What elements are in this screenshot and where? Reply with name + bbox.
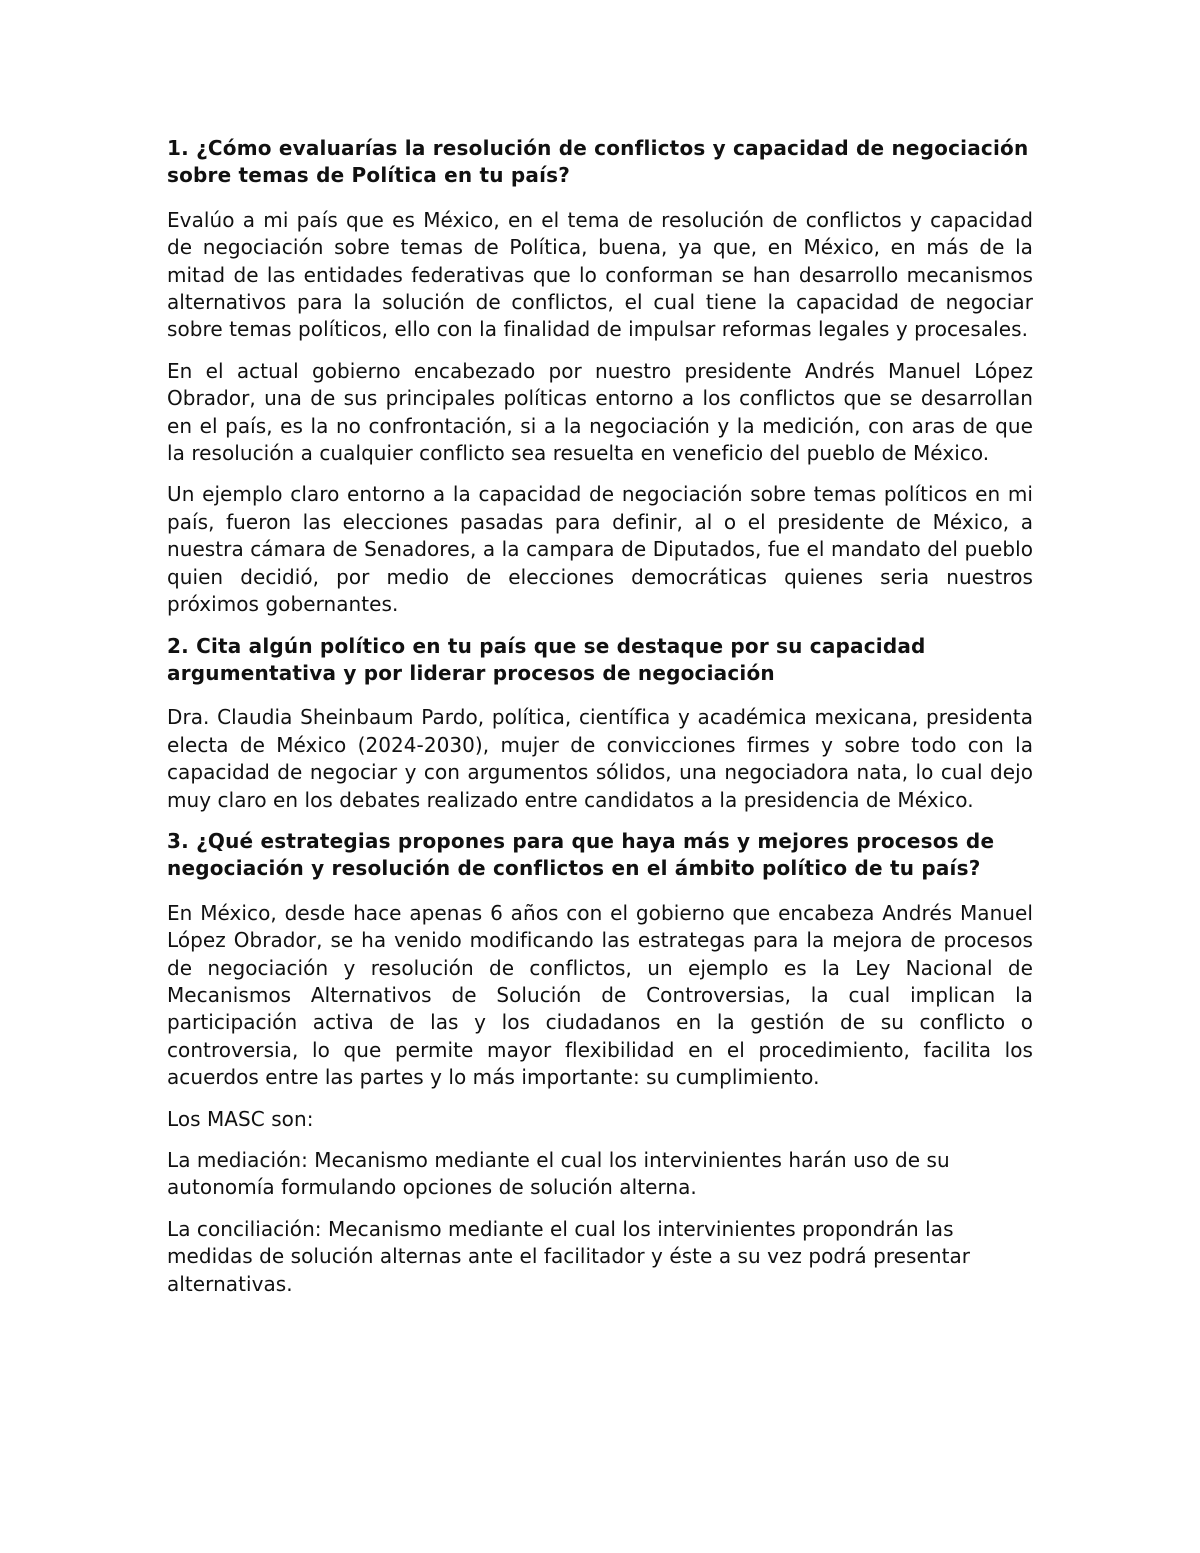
answer-3-paragraph-4: La conciliación: Mecanismo mediante el cual los intervinientes propondrán las medidas de solución alternas ante el facilitador y éste a su vez podrá presentar alternativas.: [167, 1216, 971, 1296]
answer-3-paragraph-3: La mediación: Mecanismo mediante el cual los intervinientes harán uso de su autonomía formulando opciones de solución alterna.: [167, 1148, 950, 1200]
answer-2-paragraph-1: Dra. Claudia Sheinbaum Pardo, política, científica y académica mexicana, presidenta electa de México (2024-2030), mujer de convicciones firmes y sobre todo con la capacidad de negociar y con argumentos sólidos, una negociadora nata, lo cual dejo muy claro en los debates realizado entre candidatos a la presidencia de México.: [167, 705, 1033, 812]
question-1-heading: 1. ¿Cómo evaluarías la resolución de conflictos y capacidad de negociación sobre temas de Política en tu país?: [167, 136, 1029, 188]
answer-1-paragraph-1: Evalúo a mi país que es México, en el tema de resolución de conflictos y capacidad de negociación sobre temas de Política, buena, ya que, en México, en más de la mitad de las entidades federativas que lo conforman se han desarrollo mecanismos alternativos para la solución de conflictos, el cual tiene la capacidad de negociar sobre temas políticos, ello con la finalidad de impulsar reformas legales y procesales.: [167, 207, 1033, 342]
answer-1-paragraph-2: En el actual gobierno encabezado por nuestro presidente Andrés Manuel López Obrador, una de sus principales políticas entorno a los conflictos que se desarrollan en el país, es la no confrontación, si a la negociación y la medición, con aras de que la resolución a cualquier conflicto sea resuelta en veneficio del pueblo de México.: [167, 358, 1033, 466]
answer-1-paragraph-3: Un ejemplo claro entorno a la capacidad de negociación sobre temas políticos en mi país, fueron las elecciones pasadas para definir, al o el presidente de México, a nuestra cámara de Senadores, a la campara de Diputados, fue el mandato del pueblo quien decidió, por medio de elecciones democráticas quienes seria nuestros próximos gobernantes.: [167, 482, 1033, 617]
question-2-heading: 2. Cita algún político en tu país que se destaque por su capacidad argumentativa y por liderar procesos de negociación: [167, 633, 926, 685]
answer-3-paragraph-2: Los MASC son:: [167, 1106, 314, 1131]
question-3-heading: 3. ¿Qué estrategias propones para que haya más y mejores procesos de negociación y resolución de conflictos en el ámbito político de tu país?: [167, 828, 995, 881]
answer-3-paragraph-1: En México, desde hace apenas 6 años con el gobierno que encabeza Andrés Manuel López Obrador, se ha venido modificando las estrategas para la mejora de procesos de negociación y resolución de conflictos, un ejemplo es la Ley Nacional de Mecanismos Alternativos de Solución de Controversias, la cual implican la participación activa de las y los ciudadanos en la gestión de su conflicto o controversia, lo que permite mayor flexibilidad en el procedimiento, facilita los acuerdos entre las partes y lo más importante: su cumplimiento.: [167, 900, 1033, 1090]
document-page: [167, 135, 1033, 1312]
